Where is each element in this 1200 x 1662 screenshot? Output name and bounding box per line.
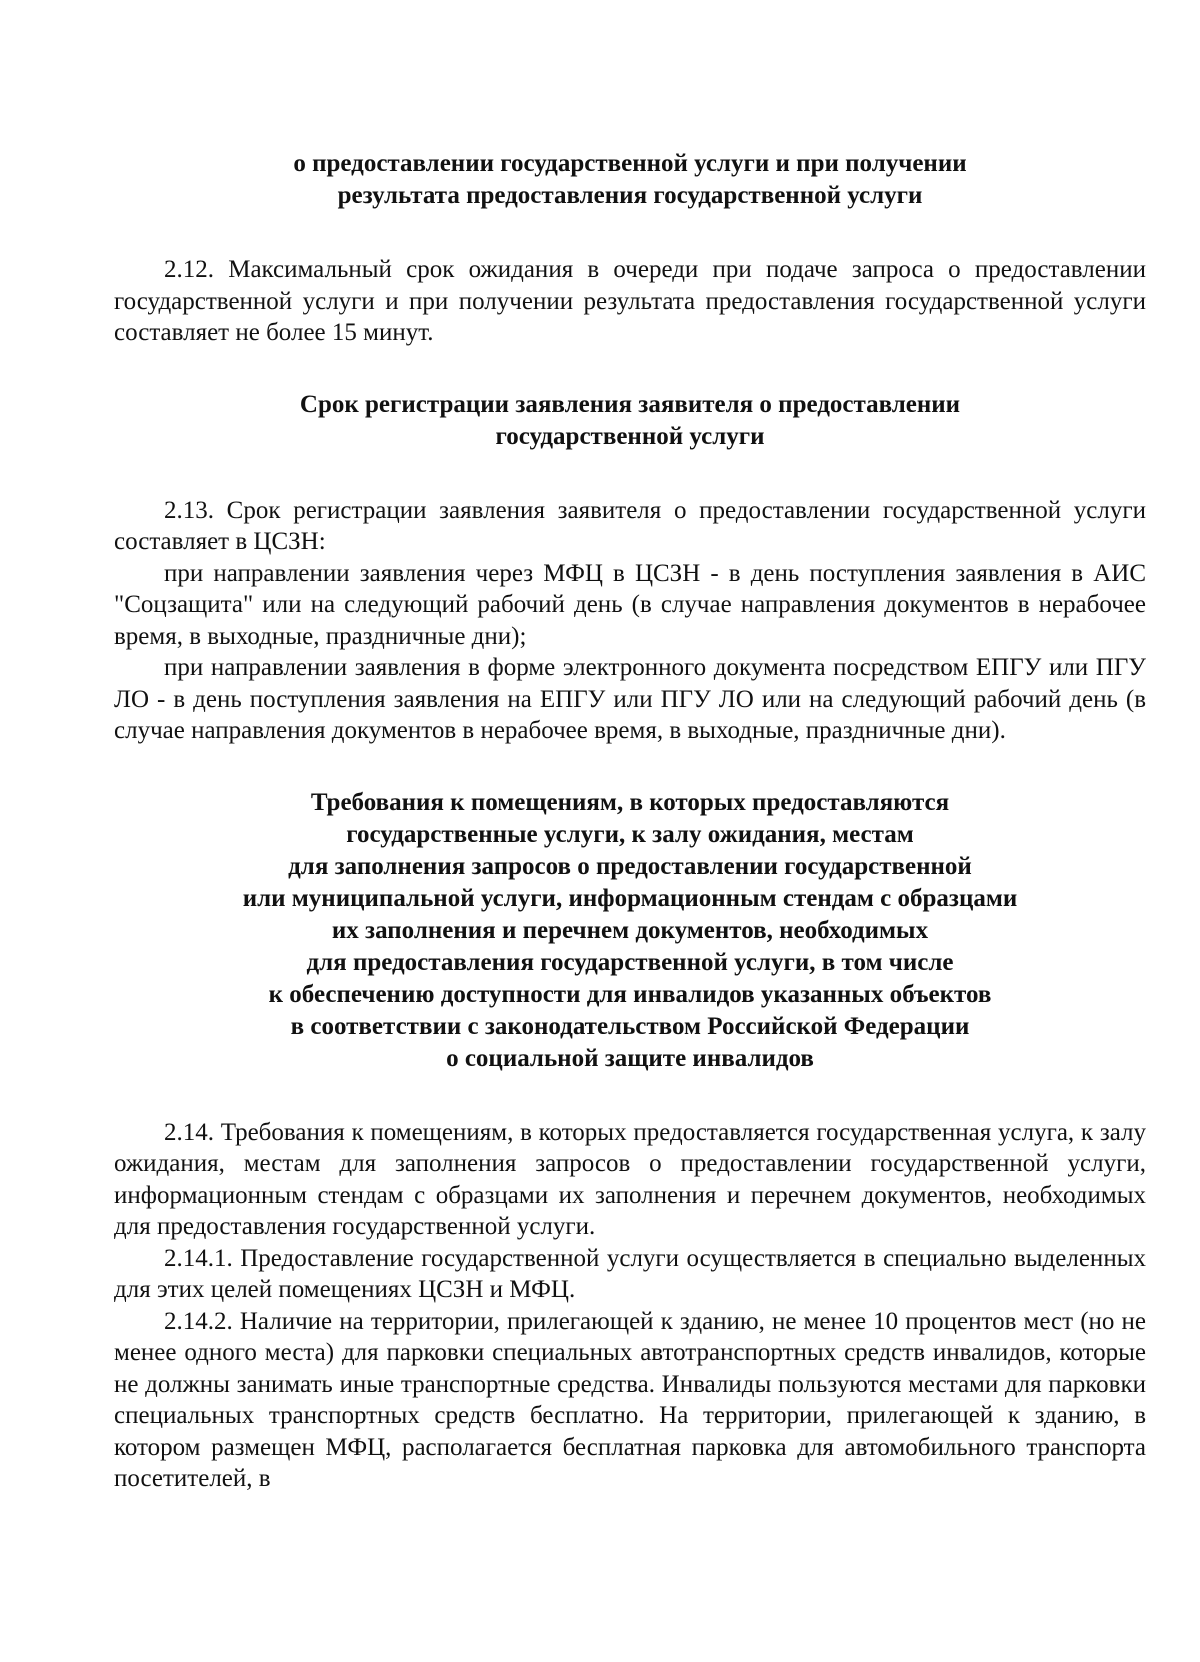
paragraph-2-13-electronic: при направлении заявления в форме электронного документа посредством ЕПГУ или ПГУ ЛО - в день поступления заявления на ЕПГУ или ПГУ ЛО или на следующий рабочий день (в случае направления документов в нерабочее время, в выходные, праздничные дни). bbox=[114, 654, 1146, 744]
paragraph-2-14: 2.14. Требования к помещениям, в которых предоставляется государственная услуга, к залу ожидания, местам для заполнения запросов о предоставлении государственной услуги, информационным стендам с образцами их заполнения и перечнем документов, необходимых для предоставления государственной услуги. bbox=[114, 1118, 1146, 1240]
heading-line: в соответствии с законодательством Российской Федерации bbox=[290, 1012, 970, 1040]
paragraph-2-13: 2.13. Срок регистрации заявления заявителя о предоставлении государственной услуги составляет в ЦСЗН: bbox=[114, 496, 1146, 555]
heading-line: Срок регистрации заявления заявителя о предоставлении bbox=[299, 390, 961, 418]
section-heading-premises-requirements bbox=[114, 787, 1146, 1075]
heading-line: для заполнения запросов о предоставлении государственной bbox=[288, 852, 972, 880]
heading-line: о социальной защите инвалидов bbox=[446, 1044, 814, 1072]
heading-line: их заполнения и перечнем документов, необходимых bbox=[331, 916, 929, 944]
heading-line: государственные услуги, к залу ожидания, местам bbox=[346, 820, 914, 848]
heading-line: для предоставления государственной услуги, в том числе bbox=[306, 948, 954, 976]
heading-line: результата предоставления государственной услуги bbox=[337, 182, 923, 209]
paragraph-2-14-2: 2.14.2. Наличие на территории, прилегающей к зданию, не менее 10 процентов мест (но не менее одного места) для парковки специальных автотранспортных средств инвалидов, которые не должны занимать иные транспортные средства. Инвалиды пользуются местами для парковки специальных транспортных средств бесплатно. На территории, прилегающей к зданию, в котором размещен МФЦ, располагается бесплатная парковка для автомобильного транспорта посетителей, в bbox=[114, 1307, 1146, 1492]
heading-line: или муниципальной услуги, информационным стендам с образцами bbox=[242, 884, 1018, 912]
heading-line: к обеспечению доступности для инвалидов указанных объектов bbox=[268, 980, 992, 1008]
paragraph-2-13-mfc: при направлении заявления через МФЦ в ЦСЗН - в день поступления заявления в АИС "Соцзащита" или на следующий рабочий день (в случае направления документов в нерабочее время, в выходные, праздничные дни); bbox=[114, 559, 1146, 650]
heading-line: о предоставлении государственной услуги и при получении bbox=[293, 150, 967, 177]
heading-line: Требования к помещениям, в которых предоставляются bbox=[310, 788, 950, 816]
heading-line: государственной услуги bbox=[495, 422, 765, 450]
section-heading-registration-term bbox=[114, 389, 1146, 453]
section-heading-waiting-time bbox=[114, 148, 1146, 212]
paragraph-2-14-1: 2.14.1. Предоставление государственной услуги осуществляется в специально выделенных для этих целей помещениях ЦСЗН и МФЦ. bbox=[114, 1244, 1146, 1303]
paragraph-2-12: 2.12. Максимальный срок ожидания в очереди при подаче запроса о предоставлении государственной услуги и при получении результата предоставления государственной услуги составляет не более 15 минут. bbox=[114, 256, 1146, 346]
